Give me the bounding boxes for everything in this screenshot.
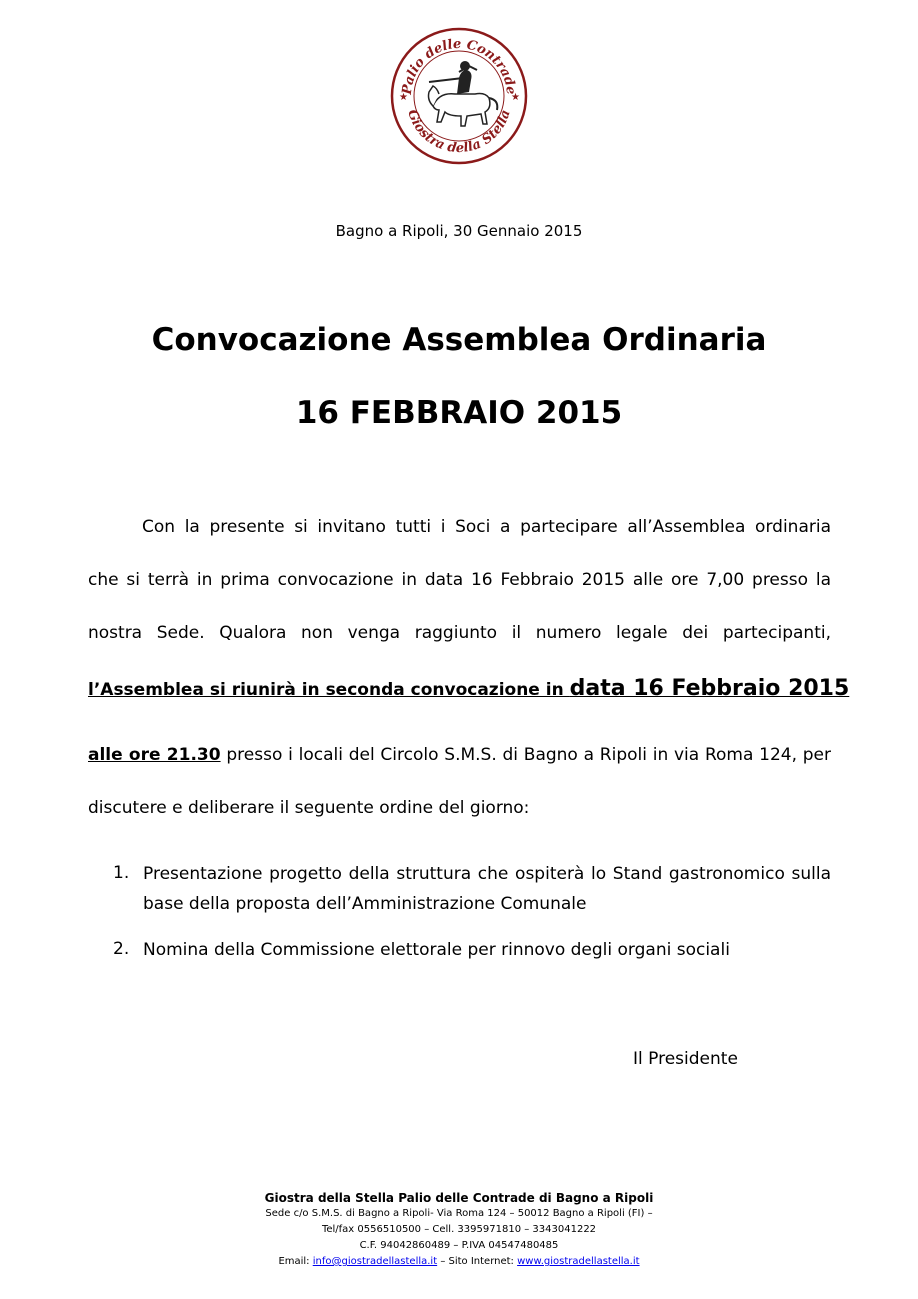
body-line: Con la presente si invitano tutti i Soci a partecipare all’Assemblea ordinaria <box>142 517 831 537</box>
footer-contacts <box>0 1254 918 1270</box>
body-line-second-call <box>88 676 850 701</box>
svg-text:★: ★ <box>399 92 408 103</box>
horse-rider-icon <box>429 61 498 126</box>
agenda-item-number: 2. <box>113 939 130 959</box>
footer <box>0 1190 918 1270</box>
body-line: che si terrà in prima convocazione in data 16 Febbraio 2015 alle ore 7,00 presso la <box>88 570 831 590</box>
email-label: Email: <box>278 1256 313 1267</box>
agenda-item-text: Nomina della Commissione elettorale per rinnovo degli organi sociali <box>143 940 730 960</box>
document-title-date: 16 FEBBRAIO 2015 <box>295 395 623 431</box>
footer-fiscal: C.F. 94042860489 – P.IVA 04547480485 <box>359 1240 559 1251</box>
footer-organization: Giostra della Stella Palio delle Contrade di Bagno a Ripoli <box>264 1191 654 1205</box>
second-call-text: l’Assemblea si riunirà in seconda convocazione in <box>88 680 570 700</box>
second-call-time: alle ore 21.30 <box>88 745 221 765</box>
svg-text:★: ★ <box>511 92 520 103</box>
place-and-date: Bagno a Ripoli, 30 Gennaio 2015 <box>335 222 583 240</box>
website-link[interactable]: www.giostradellastella.it <box>517 1256 640 1267</box>
venue-text: presso i locali del Circolo S.M.S. di Bagno a Ripoli in via Roma 124, per <box>220 745 832 765</box>
site-label: – Sito Internet: <box>437 1256 518 1267</box>
signature: Il Presidente <box>633 1049 738 1069</box>
logo <box>389 26 529 166</box>
body-line: nostra Sede. Qualora non venga raggiunto il numero legale dei partecipanti, <box>88 623 831 643</box>
footer-phones: Tel/fax 0556510500 – Cell. 3395971810 – 3343041222 <box>321 1224 597 1235</box>
agenda-item-number: 1. <box>113 863 130 883</box>
body-line: discutere e deliberare il seguente ordine del giorno: <box>88 798 530 818</box>
logo-top-text: Palio delle Contrade <box>399 36 519 96</box>
agenda-item-text: Presentazione progetto della struttura che ospiterà lo Stand gastronomico sulla base della proposta dell’Amministrazione Comunale <box>143 864 831 914</box>
email-link[interactable]: info@giostradellastella.it <box>312 1256 438 1267</box>
footer-address: Sede c/o S.M.S. di Bagno a Ripoli- Via Roma 124 – 50012 Bagno a Ripoli (FI) – <box>265 1208 653 1219</box>
document-title: Convocazione Assemblea Ordinaria <box>151 322 767 358</box>
logo-bottom-text: Giostra della Stella <box>404 107 514 157</box>
second-call-date: data 16 Febbraio 2015 <box>569 676 850 701</box>
body-line <box>88 745 831 765</box>
